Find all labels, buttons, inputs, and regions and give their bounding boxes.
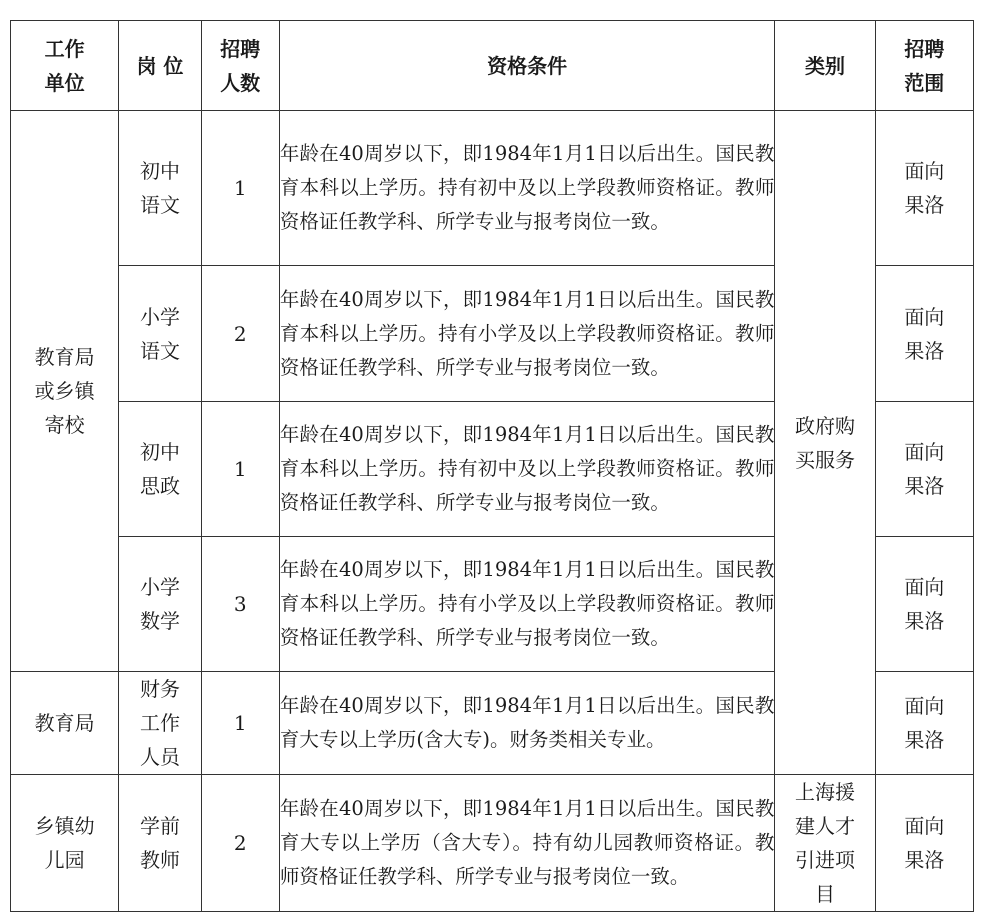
unit-cell: 乡镇幼儿园 bbox=[11, 775, 119, 912]
conditions-cell: 年龄在40周岁以下，即1984年1月1日以后出生。国民教育本科以上学历。持有初中及以上学段教师资格证。教师资格证任教学科、所学专业与报考岗位一致。 bbox=[279, 402, 775, 537]
unit-cell: 教育局或乡镇寄校 bbox=[11, 111, 119, 672]
count-cell: 3 bbox=[201, 537, 279, 672]
position-cell: 初中思政 bbox=[119, 402, 201, 537]
position-cell: 小学语文 bbox=[119, 266, 201, 402]
count-cell: 2 bbox=[201, 266, 279, 402]
conditions-cell: 年龄在40周岁以下，即1984年1月1日以后出生。国民教育大专以上学历（含大专）。持有幼儿园教师资格证。教师资格证任教学科、所学专业与报考岗位一致。 bbox=[279, 775, 775, 912]
conditions-cell: 年龄在40周岁以下，即1984年1月1日以后出生。国民教育本科以上学历。持有小学及以上学段教师资格证。教师资格证任教学科、所学专业与报考岗位一致。 bbox=[279, 537, 775, 672]
count-cell: 2 bbox=[201, 775, 279, 912]
conditions-cell: 年龄在40周岁以下，即1984年1月1日以后出生。国民教育大专以上学历(含大专)。财务类相关专业。 bbox=[279, 672, 775, 775]
scope-cell: 面向果洛 bbox=[875, 111, 973, 266]
header-category: 类别 bbox=[775, 21, 875, 111]
header-conditions: 资格条件 bbox=[279, 21, 775, 111]
recruitment-table bbox=[10, 20, 974, 912]
scope-cell: 面向果洛 bbox=[875, 672, 973, 775]
conditions-cell: 年龄在40周岁以下，即1984年1月1日以后出生。国民教育本科以上学历。持有初中及以上学段教师资格证。教师资格证任教学科、所学专业与报考岗位一致。 bbox=[279, 111, 775, 266]
count-cell: 1 bbox=[201, 402, 279, 537]
count-cell: 1 bbox=[201, 672, 279, 775]
header-scope: 招聘范围 bbox=[875, 21, 973, 111]
table-row bbox=[11, 111, 974, 266]
scope-cell: 面向果洛 bbox=[875, 775, 973, 912]
position-cell: 学前教师 bbox=[119, 775, 201, 912]
position-cell: 小学数学 bbox=[119, 537, 201, 672]
conditions-cell: 年龄在40周岁以下，即1984年1月1日以后出生。国民教育本科以上学历。持有小学及以上学段教师资格证。教师资格证任教学科、所学专业与报考岗位一致。 bbox=[279, 266, 775, 402]
count-cell: 1 bbox=[201, 111, 279, 266]
table-row bbox=[11, 775, 974, 912]
category-cell: 上海援建人才引进项目 bbox=[775, 775, 875, 912]
header-position: 岗 位 bbox=[119, 21, 201, 111]
header-unit: 工作单位 bbox=[11, 21, 119, 111]
scope-cell: 面向果洛 bbox=[875, 266, 973, 402]
table-header-row bbox=[11, 21, 974, 111]
scope-cell: 面向果洛 bbox=[875, 537, 973, 672]
scope-cell: 面向果洛 bbox=[875, 402, 973, 537]
unit-cell: 教育局 bbox=[11, 672, 119, 775]
position-cell: 初中语文 bbox=[119, 111, 201, 266]
position-cell: 财务工作人员 bbox=[119, 672, 201, 775]
header-count: 招聘人数 bbox=[201, 21, 279, 111]
category-cell: 政府购买服务 bbox=[775, 111, 875, 775]
